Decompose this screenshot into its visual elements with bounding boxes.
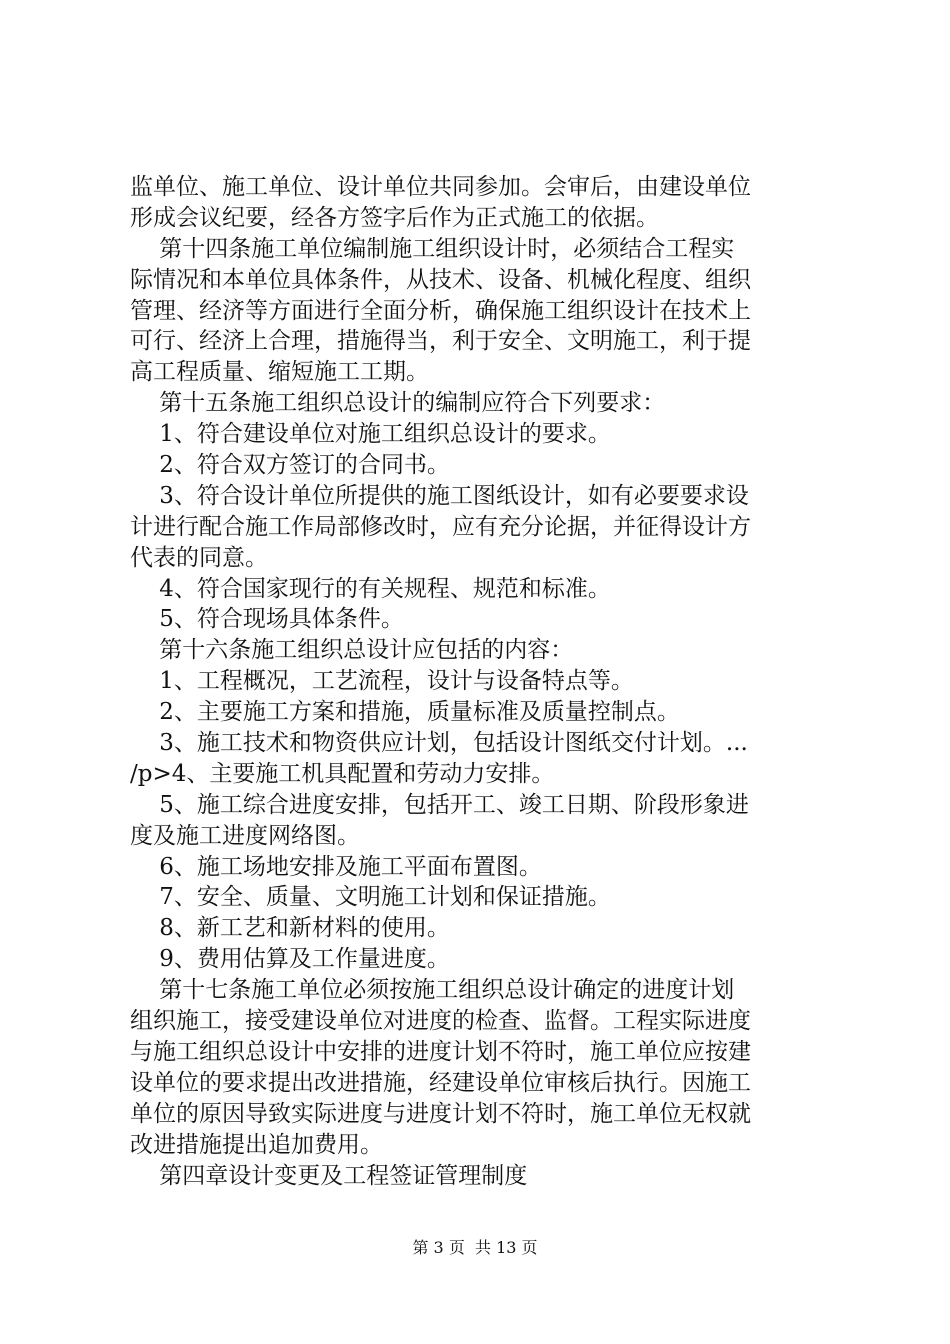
text-line: 5、施工综合进度安排，包括开工、竣工日期、阶段形象进 (130, 791, 749, 818)
text-line: 可行、经济上合理，措施得当，利于安全、文明施工，利于提 (130, 328, 751, 355)
text-line: 7、安全、质量、文明施工计划和保证措施。 (130, 884, 611, 911)
text-line: 6、施工场地安排及施工平面布置图。 (130, 853, 542, 880)
text-line: 第十七条施工单位必须按施工组织总设计确定的进度计划 (130, 977, 735, 1004)
text-line: 形成会议纪要，经各方签字后作为正式施工的依据。 (130, 204, 659, 231)
text-line: 第十六条施工组织总设计应包括的内容： (130, 637, 574, 664)
text-line: 高工程质量、缩短施工工期。 (130, 359, 429, 386)
text-line: 4、符合国家现行的有关规程、规范和标准。 (130, 575, 611, 602)
text-line: /p>4、主要施工机具配置和劳动力安排。 (130, 760, 555, 787)
text-line: 单位的原因导致实际进度与进度计划不符时，施工单位无权就 (130, 1100, 751, 1127)
text-line: 度及施工进度网络图。 (130, 822, 360, 849)
text-line: 2、主要施工方案和措施，质量标准及质量控制点。 (130, 699, 680, 726)
text-line: 管理、经济等方面进行全面分析，确保施工组织设计在技术上 (130, 297, 751, 324)
text-line: 第十五条施工组织总设计的编制应符合下列要求： (130, 390, 666, 417)
text-line: 2、符合双方签订的合同书。 (130, 452, 450, 479)
text-line: 5、符合现场具体条件。 (130, 606, 404, 633)
text-line: 改进措施提出追加费用。 (130, 1131, 383, 1158)
text-line: 3、施工技术和物资供应计划，包括设计图纸交付计划。... (130, 730, 748, 757)
text-line: 第十四条施工单位编制施工组织设计时，必须结合工程实 (130, 235, 735, 262)
text-line: 设单位的要求提出改进措施，经建设单位审核后执行。因施工 (130, 1069, 751, 1096)
text-line: 监单位、施工单位、设计单位共同参加。会审后，由建设单位 (130, 174, 751, 200)
text-line: 与施工组织总设计中安排的进度计划不符时，施工单位应按建 (130, 1038, 751, 1065)
body-text (130, 172, 830, 1191)
text-line: 1、符合建设单位对施工组织总设计的要求。 (130, 421, 611, 448)
text-line: 际情况和本单位具体条件，从技术、设备、机械化程度、组织 (130, 266, 751, 293)
text-line: 组织施工，接受建设单位对进度的检查、监督。工程实际进度 (130, 1008, 751, 1035)
text-line: 代表的同意。 (130, 544, 268, 571)
text-line: 1、工程概况，工艺流程，设计与设备特点等。 (130, 668, 634, 695)
text-line: 第四章设计变更及工程签证管理制度 (130, 1162, 528, 1189)
text-line: 3、符合设计单位所提供的施工图纸设计，如有必要要求设 (130, 482, 749, 509)
page-number-footer: 第 3 页 共 13 页 (412, 1238, 538, 1257)
text-line: 计进行配合施工作局部修改时，应有充分论据，并征得设计方 (130, 513, 751, 540)
text-line: 8、新工艺和新材料的使用。 (130, 915, 450, 942)
text-line: 9、费用估算及工作量进度。 (130, 946, 450, 973)
